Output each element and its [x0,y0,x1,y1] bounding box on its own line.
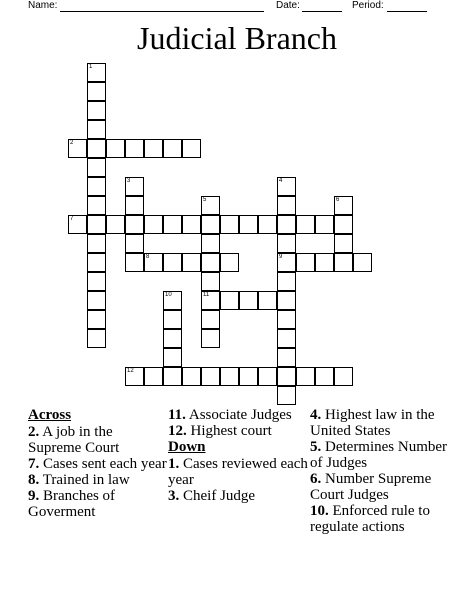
clue-column-2 [168,407,310,504]
grid-cell[interactable] [277,196,296,215]
grid-cell[interactable] [353,253,372,272]
cell-number: 4 [279,178,283,184]
grid-cell[interactable] [277,272,296,291]
grid-cell[interactable] [163,310,182,329]
clue-across-11: 11. Associate Judges [168,407,292,423]
grid-cell[interactable] [125,234,144,253]
grid-cell[interactable] [334,215,353,234]
cell-number: 6 [336,197,340,203]
clue-column-3 [310,407,460,535]
grid-cell-numbered[interactable] [125,177,144,196]
grid-cell[interactable] [220,367,239,386]
grid-cell-numbered[interactable] [68,215,87,234]
grid-cell[interactable] [334,234,353,253]
grid-cell[interactable] [239,291,258,310]
grid-cell[interactable] [277,310,296,329]
grid-cell[interactable] [277,291,296,310]
grid-cell[interactable] [315,215,334,234]
clue-down-6: 6. Number Supreme Court Judges [310,471,432,503]
across-heading: Across [28,407,72,423]
grid-cell[interactable] [277,329,296,348]
grid-cell[interactable] [87,310,106,329]
period-label: Period: [352,0,384,11]
grid-cell-numbered[interactable] [68,139,87,158]
grid-cell[interactable] [182,367,201,386]
grid-cell[interactable] [87,272,106,291]
cell-number: 3 [127,178,131,184]
grid-cell[interactable] [87,139,106,158]
grid-cell[interactable] [201,234,220,253]
grid-cell[interactable] [296,215,315,234]
grid-cell[interactable] [144,367,163,386]
grid-cell[interactable] [182,253,201,272]
cell-number: 1 [89,64,93,70]
grid-cell-numbered[interactable] [277,253,296,272]
grid-cell[interactable] [87,215,106,234]
grid-cell[interactable] [277,348,296,367]
grid-cell[interactable] [201,329,220,348]
grid-cell-numbered[interactable] [144,253,163,272]
grid-cell[interactable] [125,215,144,234]
grid-cell[interactable] [106,139,125,158]
clue-across-2: 2. A job in the Supreme Court [28,424,120,456]
grid-cell[interactable] [163,329,182,348]
grid-cell[interactable] [220,291,239,310]
grid-cell[interactable] [315,253,334,272]
grid-cell-numbered[interactable] [163,291,182,310]
grid-cell[interactable] [87,101,106,120]
grid-cell[interactable] [334,367,353,386]
cell-number: 12 [127,368,134,374]
clue-down-1: 1. Cases reviewed each year [168,456,308,488]
grid-cell[interactable] [296,367,315,386]
grid-cell[interactable] [201,215,220,234]
down-heading: Down [168,439,206,455]
clue-across-8: 8. Trained in law [28,472,130,488]
clue-down-10: 10. Enforced rule to regulate actions [310,503,430,535]
grid-cell[interactable] [87,82,106,101]
cell-number: 5 [203,197,207,203]
grid-cell[interactable] [239,215,258,234]
grid-cell[interactable] [87,177,106,196]
clue-column-1 [28,407,168,520]
grid-cell[interactable] [163,348,182,367]
grid-cell[interactable] [296,253,315,272]
clue-across-12: 12. Highest court [168,423,272,439]
grid-cell-numbered[interactable] [87,63,106,82]
grid-cell[interactable] [220,253,239,272]
grid-cell-numbered[interactable] [201,291,220,310]
grid-cell[interactable] [334,253,353,272]
grid-cell[interactable] [163,253,182,272]
grid-cell[interactable] [144,139,163,158]
grid-cell[interactable] [87,234,106,253]
grid-cell-numbered[interactable] [277,177,296,196]
grid-cell[interactable] [258,215,277,234]
grid-cell[interactable] [144,215,163,234]
clue-down-3: 3. Cheif Judge [168,488,256,504]
grid-cell[interactable] [201,272,220,291]
grid-cell[interactable] [125,196,144,215]
grid-cell[interactable] [182,139,201,158]
grid-cell[interactable] [277,367,296,386]
cell-number: 8 [146,254,150,260]
cell-number: 2 [70,140,74,146]
grid-cell[interactable] [258,367,277,386]
grid-cell[interactable] [87,158,106,177]
grid-cell[interactable] [106,215,125,234]
grid-cell[interactable] [315,367,334,386]
grid-cell[interactable] [125,253,144,272]
grid-cell[interactable] [239,367,258,386]
date-label: Date: [276,0,300,11]
grid-cell-numbered[interactable] [125,367,144,386]
grid-cell[interactable] [87,120,106,139]
cell-number: 9 [279,254,283,260]
grid-cell[interactable] [125,139,144,158]
grid-cell[interactable] [182,215,201,234]
clue-across-7: 7. Cases sent each year [28,456,167,472]
cell-number: 11 [203,292,210,298]
page-title: Judicial Branch [137,20,337,56]
grid-cell-numbered[interactable] [201,196,220,215]
grid-cell-numbered[interactable] [334,196,353,215]
grid-cell[interactable] [201,310,220,329]
cell-number: 7 [70,216,74,222]
clue-across-9: 9. Branches of Goverment [28,488,116,520]
grid-cell[interactable] [163,215,182,234]
name-label: Name: [28,0,58,11]
grid-cell[interactable] [277,215,296,234]
clue-down-5: 5. Determines Number of Judges [310,439,448,471]
grid-cell[interactable] [277,234,296,253]
grid-cell[interactable] [163,367,182,386]
grid-cell[interactable] [87,291,106,310]
grid-cell[interactable] [201,253,220,272]
grid-cell[interactable] [201,367,220,386]
grid-cell[interactable] [87,329,106,348]
grid-cell[interactable] [87,253,106,272]
cell-number: 10 [165,292,172,298]
grid-cell[interactable] [277,386,296,405]
grid-cell[interactable] [87,196,106,215]
clue-down-4: 4. Highest law in the United States [310,407,435,439]
grid-cell[interactable] [220,215,239,234]
grid-cell[interactable] [163,139,182,158]
grid-cell[interactable] [258,291,277,310]
